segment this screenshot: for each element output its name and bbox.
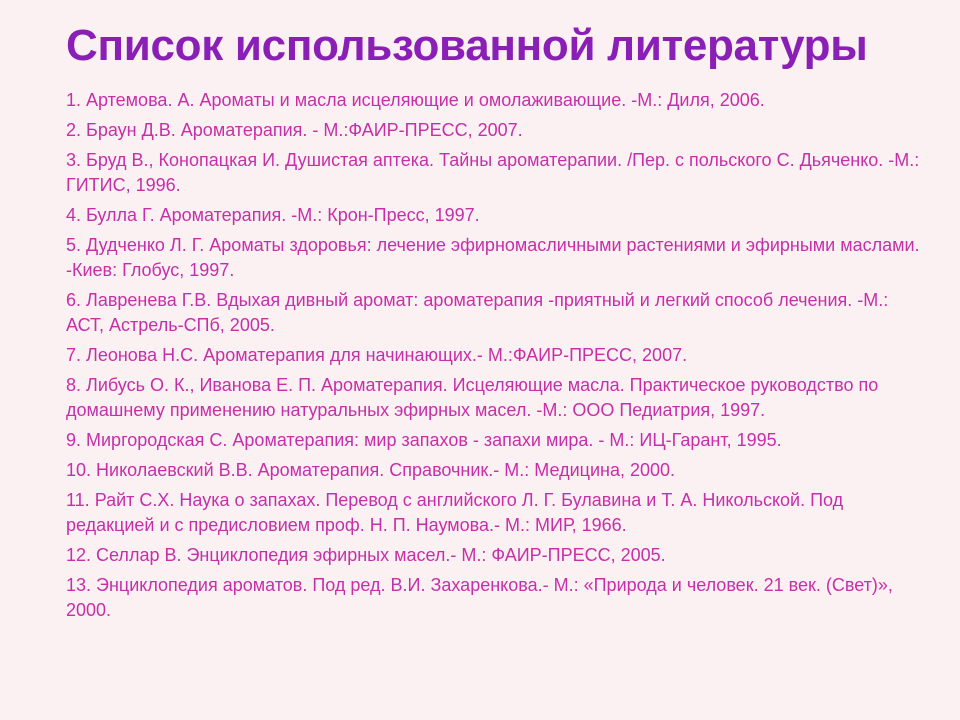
reference-item: 13. Энциклопедия ароматов. Под ред. В.И. Захаренкова.- М.: «Природа и человек. 21 век. (Свет)», 2000. xyxy=(66,575,893,620)
reference-item: 1. Артемова. А. Ароматы и масла исцеляющие и омолаживающие. -М.: Диля, 2006. xyxy=(66,90,765,110)
slide-title: Список использованной литературы xyxy=(66,21,868,70)
reference-item: 8. Либусь О. К., Иванова Е. П. Ароматерапия. Исцеляющие масла. Практическое руководство по домашнему применению натуральных эфирных масел. -М.: ООО Педиатрия, 1997. xyxy=(66,375,879,420)
reference-item: 10. Николаевский В.В. Ароматерапия. Справочник.- М.: Медицина, 2000. xyxy=(66,460,676,480)
reference-item: 9. Миргородская С. Ароматерапия: мир запахов - запахи мира. - М.: ИЦ-Гарант, 1995. xyxy=(66,430,782,450)
reference-item: 3. Бруд В., Конопацкая И. Душистая аптека. Тайны ароматерапии. /Пер. с польского С. Дьяченко. -М.: ГИТИС, 1996. xyxy=(66,150,920,195)
reference-item: 2. Браун Д.В. Ароматерапия. - М.:ФАИР-ПРЕСС, 2007. xyxy=(66,120,523,140)
reference-item: 5. Дудченко Л. Г. Ароматы здоровья: лечение эфирномасличными растениями и эфирными маслами. -Киев: Глобус, 1997. xyxy=(66,235,920,280)
reference-item: 12. Селлар В. Энциклопедия эфирных масел.- М.: ФАИР-ПРЕСС, 2005. xyxy=(66,545,666,565)
reference-item: 7. Леонова Н.С. Ароматерапия для начинающих.- М.:ФАИР-ПРЕСС, 2007. xyxy=(66,345,688,365)
reference-item: 11. Райт С.Х. Наука о запахах. Перевод с английского Л. Г. Булавина и Т. А. Никольской. Под редакцией и с предисловием проф. Н. П. Наумова.- М.: МИР, 1966. xyxy=(66,490,844,535)
reference-item: 6. Лавренева Г.В. Вдыхая дивный аромат: ароматерапия -приятный и легкий способ лечения. -М.: АСТ, Астрель-СПб, 2005. xyxy=(66,290,889,335)
reference-item: 4. Булла Г. Ароматерапия. -М.: Крон-Пресс, 1997. xyxy=(66,205,480,225)
reference-list xyxy=(66,88,920,623)
